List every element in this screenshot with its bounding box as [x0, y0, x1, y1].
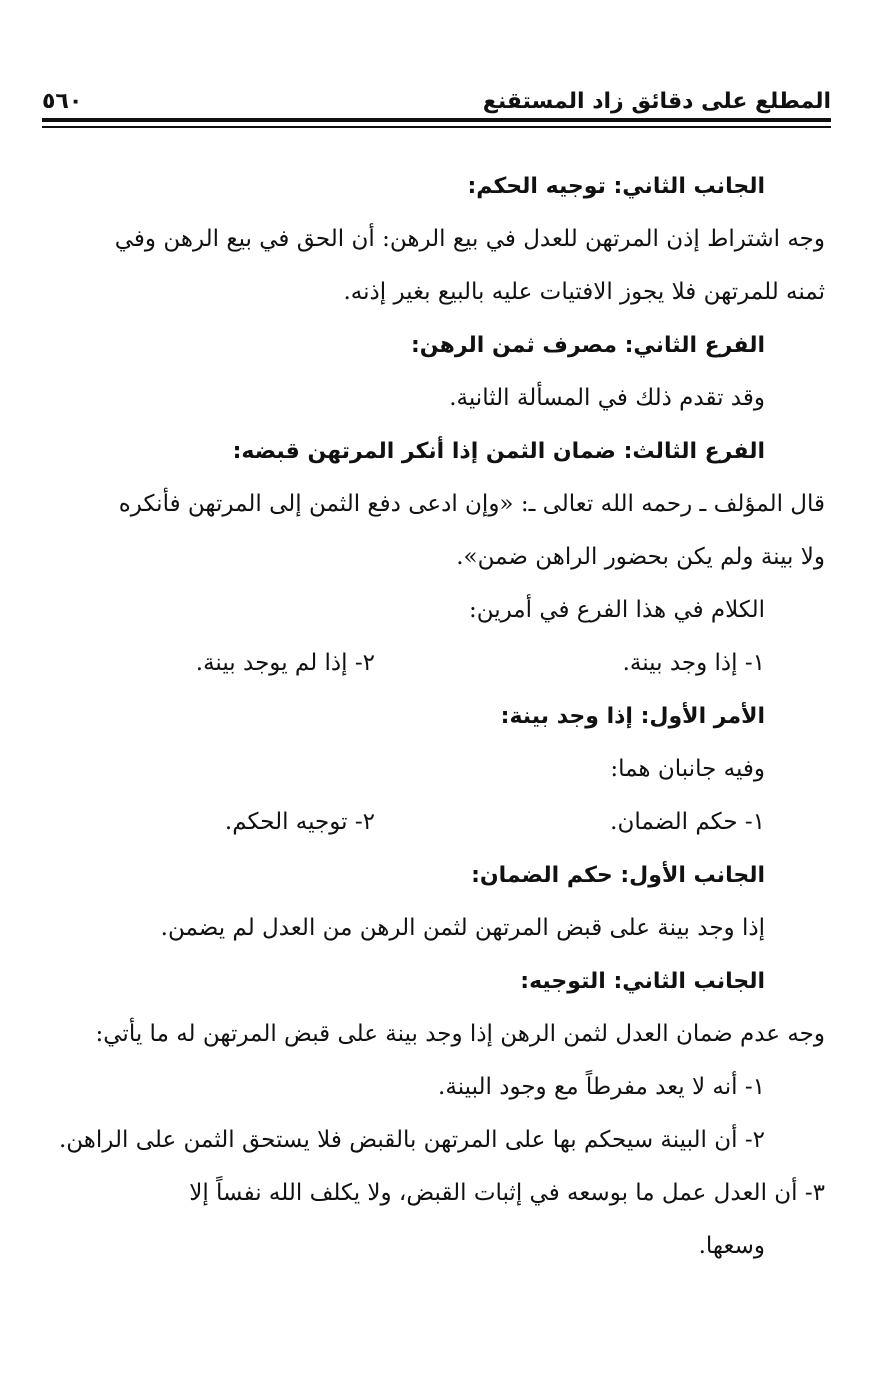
- header-rule-thick: [42, 118, 831, 122]
- list-item: ٢- توجيه الحكم.: [224, 809, 375, 835]
- section-heading: الجانب الأول: حكم الضمان:: [471, 863, 765, 888]
- list-item: ٢- أن البينة سيحكم بها على المرتهن بالقبض فلا يستحق الثمن على الراهن.: [58, 1127, 765, 1153]
- section-heading: الجانب الثاني: التوجيه:: [520, 969, 765, 994]
- list-item: ١- أنه لا يعد مفرطاً مع وجود البينة.: [438, 1074, 765, 1100]
- paragraph-line: ثمنه للمرتهن فلا يجوز الافتيات عليه بالبيع بغير إذنه.: [343, 279, 825, 305]
- page-number: ٥٦٠: [42, 89, 83, 114]
- paragraph-line: إذا وجد بينة على قبض المرتهن لثمن الرهن من العدل لم يضمن.: [160, 915, 765, 941]
- page-body: [48, 160, 825, 1273]
- paragraph-line: وجه عدم ضمان العدل لثمن الرهن إذا وجد بينة على قبض المرتهن له ما يأتي:: [95, 1021, 825, 1047]
- paragraph-line: وقد تقدم ذلك في المسألة الثانية.: [449, 385, 765, 411]
- numbered-pair: [48, 637, 765, 690]
- paragraph-line: الكلام في هذا الفرع في أمرين:: [468, 597, 765, 623]
- list-item: ٢- إذا لم يوجد بينة.: [195, 650, 375, 676]
- paragraph-line: وسعها.: [698, 1233, 765, 1259]
- list-item: ١- إذا وجد بينة.: [622, 650, 765, 676]
- running-header: [42, 86, 831, 114]
- numbered-pair: [48, 796, 765, 849]
- list-item: ٣- أن العدل عمل ما بوسعه في إثبات القبض، ولا يكلف الله نفساً إلا: [189, 1180, 825, 1206]
- paragraph-line: ولا بينة ولم يكن بحضور الراهن ضمن».: [456, 544, 825, 570]
- section-heading: الفرع الثاني: مصرف ثمن الرهن:: [410, 333, 765, 358]
- paragraph-line: قال المؤلف ـ رحمه الله تعالى ـ: «وإن ادعى دفع الثمن إلى المرتهن فأنكره: [118, 491, 825, 517]
- header-rule-thin: [42, 126, 831, 128]
- book-title: المطلع على دقائق زاد المستقنع: [482, 89, 831, 114]
- section-heading: الفرع الثالث: ضمان الثمن إذا أنكر المرتهن قبضه:: [232, 439, 765, 464]
- list-item: ١- حكم الضمان.: [610, 809, 765, 835]
- paragraph-line: وجه اشتراط إذن المرتهن للعدل في بيع الرهن: أن الحق في بيع الرهن وفي: [114, 226, 825, 252]
- paragraph-line: وفيه جانبان هما:: [610, 756, 765, 782]
- section-heading: الأمر الأول: إذا وجد بينة:: [500, 704, 765, 729]
- section-heading: الجانب الثاني: توجيه الحكم:: [467, 174, 765, 199]
